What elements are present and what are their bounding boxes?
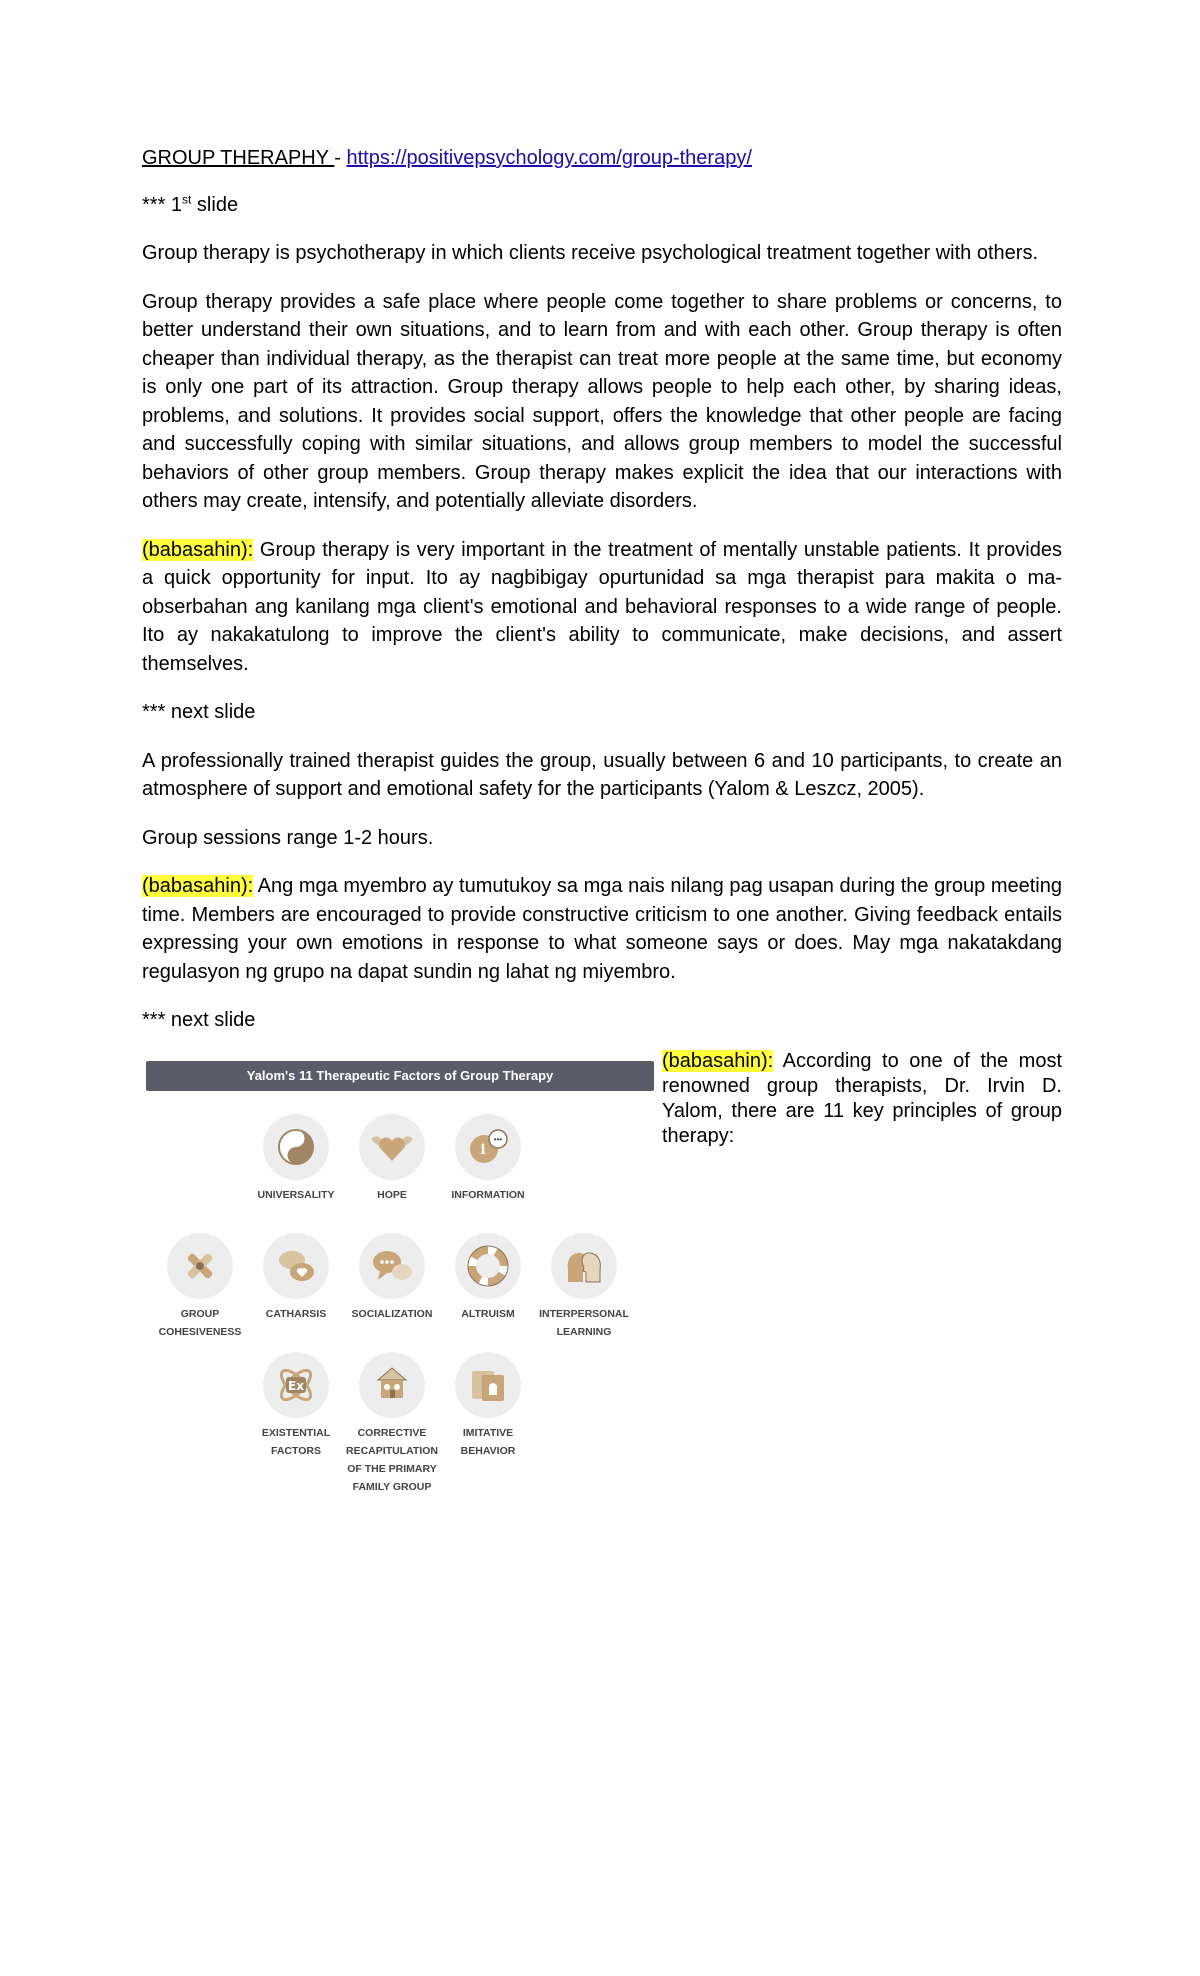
- factor-altruism: [438, 1233, 538, 1323]
- info-glyph: i: [480, 1141, 486, 1158]
- yalom-factors-figure: [142, 1049, 652, 1519]
- speech-heart-icon: [263, 1233, 329, 1299]
- side-paragraph-text: According to one of the most renowned group therapists, Dr. Irvin D. Yalom, there are 11 key principles of group therapy:: [662, 1049, 1062, 1147]
- highlight-tag: (babasahin):: [142, 875, 254, 897]
- paragraph-benefits: Group therapy provides a safe place where people come together to share problems or concerns, to better understand their own situations, and to learn from and with each other. Group therapy is often cheaper than individual therapy, as the therapist can treat more people at the same time, but economy is only one part of its attraction. Group therapy allows people to help each other, by sharing ideas, problems, and solutions. It provides social support, offers the knowledge that other people are facing and successfully coping with similar situations, and allows group members to model the successful behaviors of other group members. Group therapy makes explicit the idea that our interactions with others may create, intensify, and potentially alleviate disorders.: [142, 290, 1062, 512]
- slide-marker-next-2: *** next slide: [142, 1009, 256, 1031]
- ex-glyph: Ex: [288, 1378, 304, 1393]
- title-separator: -: [334, 147, 347, 169]
- factor-interpersonal-learning: [534, 1233, 634, 1341]
- paragraph-sessions: Group sessions range 1-2 hours.: [142, 826, 434, 849]
- mirror-icon: [455, 1352, 521, 1418]
- factor-group-cohesiveness: [150, 1233, 250, 1341]
- paragraph-therapist: A professionally trained therapist guides the group, usually between 6 and 10 participants, to create an atmosphere of support and emotional safety for the participants (Yalom & Leszcz, 2005).: [142, 749, 1062, 800]
- yin-yang-icon: [263, 1114, 329, 1180]
- factor-label: ALTRUISM: [461, 1307, 515, 1320]
- factor-label: CORRECTIVE RECAPITULATION OF THE PRIMARY FAMILY GROUP: [346, 1426, 438, 1493]
- factor-catharsis: [246, 1233, 346, 1323]
- factor-information: [438, 1114, 538, 1204]
- slide-marker-stars: *** 1: [142, 193, 183, 216]
- factor-label: INFORMATION: [451, 1188, 525, 1201]
- factor-label: UNIVERSALITY: [257, 1188, 335, 1201]
- factor-corrective-recapitulation: [342, 1352, 442, 1496]
- slide-marker-next-1: *** next slide: [142, 701, 256, 723]
- lifebuoy-icon: [455, 1233, 521, 1299]
- paragraph-definition: Group therapy is psychotherapy in which clients receive psychological treatment together with others.: [142, 242, 1039, 264]
- document-body: [142, 144, 1062, 1519]
- paragraph-babasahin-2: [142, 872, 1062, 986]
- joined-hands-icon: [167, 1233, 233, 1299]
- slide-marker-1: [142, 191, 1062, 220]
- factor-universality: [246, 1114, 346, 1204]
- winged-heart-icon: [359, 1114, 425, 1180]
- factor-socialization: [342, 1233, 442, 1323]
- factor-label: HOPE: [377, 1188, 407, 1201]
- figure-row: [142, 1049, 1062, 1519]
- chat-bubbles-icon: [359, 1233, 425, 1299]
- slide-marker-rest: slide: [191, 193, 239, 216]
- slide-marker-sup: st: [182, 191, 192, 206]
- paragraph-text: Ang mga myembro ay tumutukoy sa mga nais nilang pag usapan during the group meeting time. Members are encouraged to provide constructive criticism to one another. Giving feedback entails expressing your own emotions in response to what someone says or does. May mga nakatakdang regulasyon ng grupo na dapat sundin ng lahat ng miyembro.: [142, 875, 1062, 983]
- side-paragraph: [662, 1049, 1062, 1149]
- info-bubble-icon: [455, 1114, 521, 1180]
- source-link[interactable]: https://positivepsychology.com/group-therapy/: [346, 147, 752, 169]
- figure-banner: Yalom's 11 Therapeutic Factors of Group Therapy: [146, 1061, 654, 1091]
- factor-label: EXISTENTIAL FACTORS: [261, 1426, 331, 1457]
- paragraph-text: Group therapy is very important in the treatment of mentally unstable patients. It provides a quick opportunity for input. Ito ay nagbibigay opurtunidad sa mga therapist para makita o ma-obserbahan ang kanilang mga client's emotional and behavioral responses to a wide range of people. Ito ay nakakatulong to improve the client's ability to communicate, make decisions, and assert themselves.: [142, 538, 1062, 675]
- factor-hope: [342, 1114, 442, 1204]
- two-heads-icon: [551, 1233, 617, 1299]
- ex-atom-icon: [263, 1352, 329, 1418]
- factor-label: INTERPERSONAL LEARNING: [539, 1307, 629, 1338]
- factor-imitative-behavior: [438, 1352, 538, 1460]
- factor-label: IMITATIVE BEHAVIOR: [460, 1426, 516, 1457]
- document-title: GROUP THERAPHY: [142, 147, 335, 169]
- family-home-icon: [359, 1352, 425, 1418]
- factor-label: CATHARSIS: [265, 1307, 327, 1320]
- factor-label: GROUP COHESIVENESS: [158, 1307, 242, 1338]
- dots-glyph: •••: [493, 1134, 503, 1144]
- highlight-tag: (babasahin):: [662, 1049, 774, 1072]
- factor-existential: [246, 1352, 346, 1460]
- highlight-tag: (babasahin):: [142, 538, 254, 561]
- heading-line: [142, 144, 1062, 173]
- factor-label: SOCIALIZATION: [351, 1307, 433, 1320]
- paragraph-babasahin-1: [142, 536, 1062, 679]
